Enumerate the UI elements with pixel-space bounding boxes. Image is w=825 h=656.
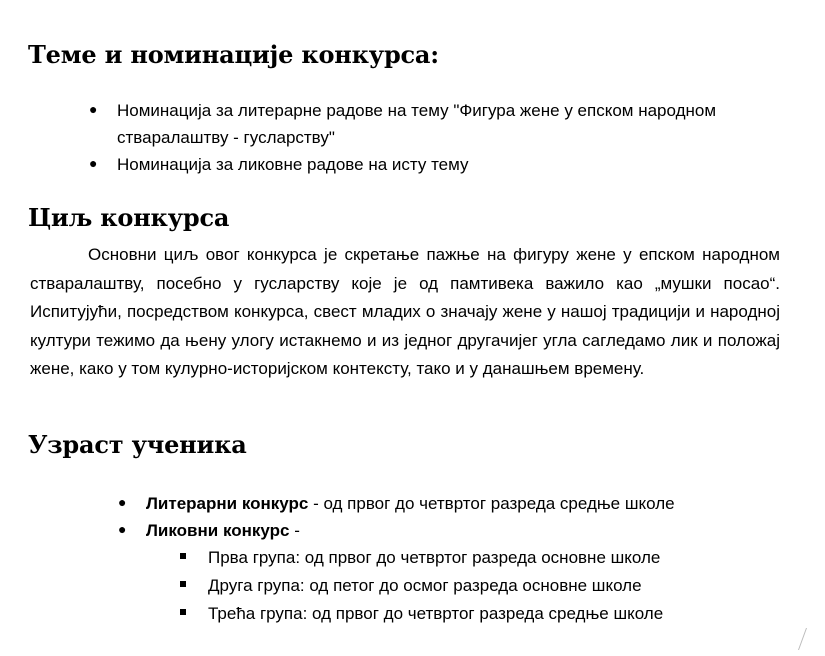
age-subitem-2: Друга група: од петог до осмог разреда основне школе [208, 576, 642, 595]
square-bullet-icon [180, 553, 186, 559]
themes-item-1 [117, 97, 797, 151]
goal-paragraph: Основни циљ овог конкурса је скретање пажње на фигуру жене у епском народном стваралаштву, посебно у гусларству које је од памтивека важило као „мушки посао“. Испитујући, посредством конкурса, свест младих о значају жене у нашој традицији и народној култури тежимо да њену улогу истакнемо и из једног другачијег угла сагледамо лик и положај жене, како у том кулурно-историјском контексту, тако и у данашњем времену. [30, 245, 780, 379]
bullet-icon: ● [118, 521, 127, 537]
bullet-icon: ● [89, 101, 98, 117]
themes-item-2: Номинација за ликовне радове на исту тему [117, 155, 469, 174]
themes-item-1-line2: стваралаштву - гусларству" [117, 128, 335, 147]
square-bullet-icon [180, 609, 186, 615]
themes-item-1-line1: Номинација за литерарне радове на тему "Фигура жене у епском народном [117, 101, 717, 120]
age-subitem-1: Прва група: од првог до четвртог разреда основне школе [208, 548, 661, 567]
page-corner-mark [798, 628, 815, 650]
heading-goal: Циљ конкурса [28, 203, 230, 232]
bullet-icon: ● [89, 155, 98, 171]
bullet-icon: ● [118, 494, 127, 510]
age-item-art [146, 517, 300, 544]
age-item-art-title: Ликовни конкурс [146, 521, 290, 540]
square-bullet-icon [180, 581, 186, 587]
age-item-literary-title: Литерарни конкурс [146, 494, 309, 513]
age-subitem-3: Трећа група: од првог до четвртог разреда средње школе [208, 604, 664, 623]
age-item-literary [146, 490, 675, 517]
heading-age: Узраст ученика [28, 430, 247, 459]
heading-themes: Теме и номинације конкурса: [28, 40, 439, 69]
age-item-art-desc: - [289, 521, 300, 540]
age-item-literary-desc: - од првог до четвртог разреда средње школе [308, 494, 675, 513]
